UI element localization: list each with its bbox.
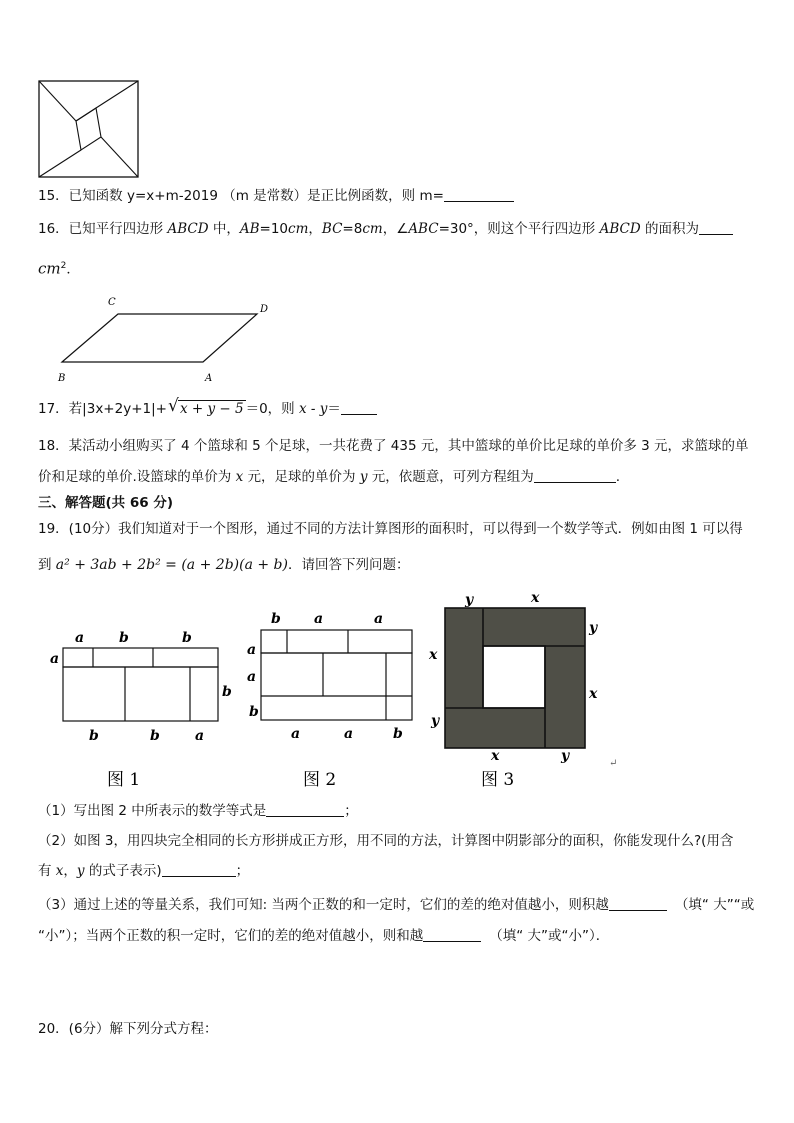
question-15: 15．已知函数 y=x+m-2019 （m 是常数）是正比例函数，则 m= (38, 186, 514, 206)
sqrt-icon: √ (167, 396, 179, 416)
figure-2 (243, 606, 428, 796)
figure-3 (425, 588, 625, 796)
answer-blank (534, 468, 616, 483)
fig3-label-bottom-x: x (491, 748, 500, 764)
fig2-label-left-a: a (247, 642, 257, 658)
parallelogram-figure (52, 293, 277, 385)
fig3-caption: 图 3 (481, 770, 515, 790)
fig1-label-right-b: b (222, 684, 232, 700)
answer-blank (266, 802, 344, 817)
figure-1 (45, 626, 235, 796)
fig2-label-top-a: a (314, 611, 324, 627)
question-19-sub-2-line-2: 有 x，y 的式子表示) ； (38, 863, 250, 879)
return-mark-icon: ↵ (609, 758, 618, 769)
fig2-label-left-a2: a (247, 669, 257, 685)
formula: a² + 3ab + 2b² = (a + 2b)(a + b) (55, 557, 288, 573)
fig2-label-bottom-b: b (393, 726, 403, 742)
vertex-label-d: D (260, 304, 269, 315)
fig2-caption: 图 2 (303, 770, 337, 790)
fig2-label-bottom-a2: a (344, 726, 354, 742)
fig1-label-bottom-b: b (89, 728, 99, 744)
fig2-label-left-b: b (249, 704, 259, 720)
answer-blank (699, 220, 733, 235)
answer-blank (609, 896, 667, 911)
question-19-line-1: 19．(10分）我们知道对于一个图形，通过不同的方法计算图形的面积时，可以得到一个数学等式．例如由图 1 可以得 (38, 521, 743, 537)
fig2-label-bottom-a: a (291, 726, 301, 742)
question-16-unit: $cm^2$． (38, 259, 80, 278)
vertex-label-a: A (205, 373, 213, 384)
question-18-line-2: 价和足球的单价.设篮球的单价为 x 元，足球的单价为 y 元，依题意，可列方程组为 . (38, 469, 621, 485)
fig3-label-bottom-y: y (561, 748, 570, 764)
pinwheel-figure (38, 80, 139, 178)
fig3-label-left-y: y (431, 713, 440, 729)
question-16: 16．已知平行四边形 ABCD 中，AB=10cm，BC=8cm，∠ABC=30°，则这个平行四边形 ABCD 的面积为 (38, 219, 733, 239)
fig1-label-top-b: b (119, 630, 129, 646)
vertex-label-b: B (58, 373, 66, 384)
fig1-label-bottom-b2: b (150, 728, 160, 744)
question-17: 17．若|3x+2y+1|+ √ x + y − 5 ＝0，则 x - y＝ (38, 399, 377, 419)
section-title: 三、解答题(共 66 分) (38, 495, 174, 511)
question-18-line-1: 18．某活动小组购买了 4 个篮球和 5 个足球，一共花费了 435 元，其中篮球的单价比足球的单价多 3 元，求篮球的单 (38, 438, 749, 454)
sqrt-expression: √ x + y − 5 (167, 396, 244, 417)
question-19-sub-3-line-1: （3）通过上述的等量关系，我们可知: 当两个正数的和一定时，它们的差的绝对值越小，则积越 （填“ 大”“或 (38, 897, 755, 913)
fig3-label-left-x: x (429, 647, 438, 663)
question-19-sub-2-line-1: （2）如图 3，用四块完全相同的长方形拼成正方形，用不同的方法，计算图中阴影部分的面积，你能发现什么?(用含 (38, 833, 734, 849)
question-19-line-2: 到 a² + 3ab + 2b² = (a + 2b)(a + b)．请回答下列问题： (38, 557, 410, 573)
answer-blank (162, 862, 236, 877)
fig1-label-left-a: a (50, 651, 60, 667)
fig1-label-top-a: a (75, 630, 85, 646)
vertex-label-c: C (108, 297, 116, 308)
fig1-caption: 图 1 (107, 770, 141, 790)
question-19-sub-1: （1）写出图 2 中所表示的数学等式是 ； (38, 803, 358, 819)
answer-blank (444, 187, 514, 202)
answer-blank (423, 927, 481, 942)
fig3-label-right-y: y (589, 620, 598, 636)
question-19-sub-3-line-2: “小”）；当两个正数的积一定时，它们的差的绝对值越小，则和越 （填“ 大”或“小”）． (38, 928, 610, 944)
fig3-label-right-x: x (589, 686, 598, 702)
question-20: 20．(6分）解下列分式方程： (38, 1021, 218, 1037)
fig3-label-top-x: x (531, 590, 540, 606)
answer-blank (341, 400, 377, 415)
fig2-label-top-a2: a (374, 611, 384, 627)
fig1-label-top-b2: b (182, 630, 192, 646)
fig1-label-bottom-a: a (195, 728, 205, 744)
fig3-label-top-y: y (465, 592, 474, 608)
fig2-label-top-b: b (271, 611, 281, 627)
